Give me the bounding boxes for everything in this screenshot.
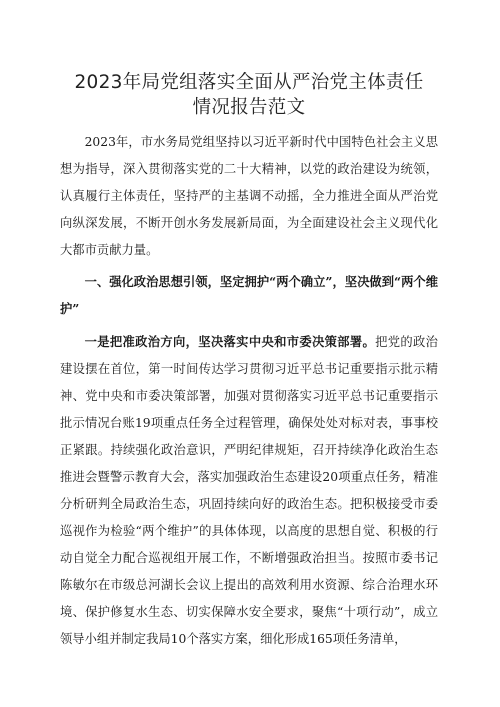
title-line-2: 情况报告范文 bbox=[192, 97, 306, 118]
item-1-lead: 一是把准政治方向，坚决落实中央和市委决策部署。 bbox=[84, 334, 376, 349]
item-1-body: 把党的政治建设摆在首位，第一时间传达学习贯彻习近平总书记重要指示批示精神、党中央和市委决策部署，加强对贯彻落实习近平总书记重要指示批示情况台账19项重点任务全过程管理，确保处处对标对表，事事校正紧跟。持续强化政治意识，严明纪律规矩，召开持续净化政治生态推进会暨警示教育大会，落实加强政治生态建设20项重点任务，精准分析研判全局政治生态，巩固持续向好的政治生态。把积极接受市委巡视作为检验“两个维护”的具体体现，以高度的思想自觉、积极的行动自觉全力配合巡视组开展工作，不断增强政治担当。按照市委书记陈敏尔在市级总河湖长会议上提出的高效利用水资源、综合治理水环境、保护修复水生态、切实保障水安全要求，聚焦“十项行动”，成立领导小组并制定我局10个落实方案，细化形成165项任务清单， bbox=[60, 335, 438, 646]
section-1-heading: 一、强化政治思想引领，坚定拥护“两个确立”，坚决做到“两个维护” bbox=[60, 274, 438, 316]
item-1-paragraph bbox=[60, 328, 438, 653]
intro-paragraph: 2023年，市水务局党组坚持以习近平新时代中国特色社会主义思想为指导，深入贯彻落实党的二十大精神，以党的政治建设为统领，认真履行主体责任，坚持严的主基调不动摇，全力推进全面从严治党向纵深发展，不断开创水务发展新局面，为全面建设社会主义现代化大都市贡献力量。 bbox=[60, 135, 438, 257]
document-title bbox=[60, 70, 438, 120]
title-line-1: 2023年局党组落实全面从严治党主体责任 bbox=[74, 72, 424, 93]
